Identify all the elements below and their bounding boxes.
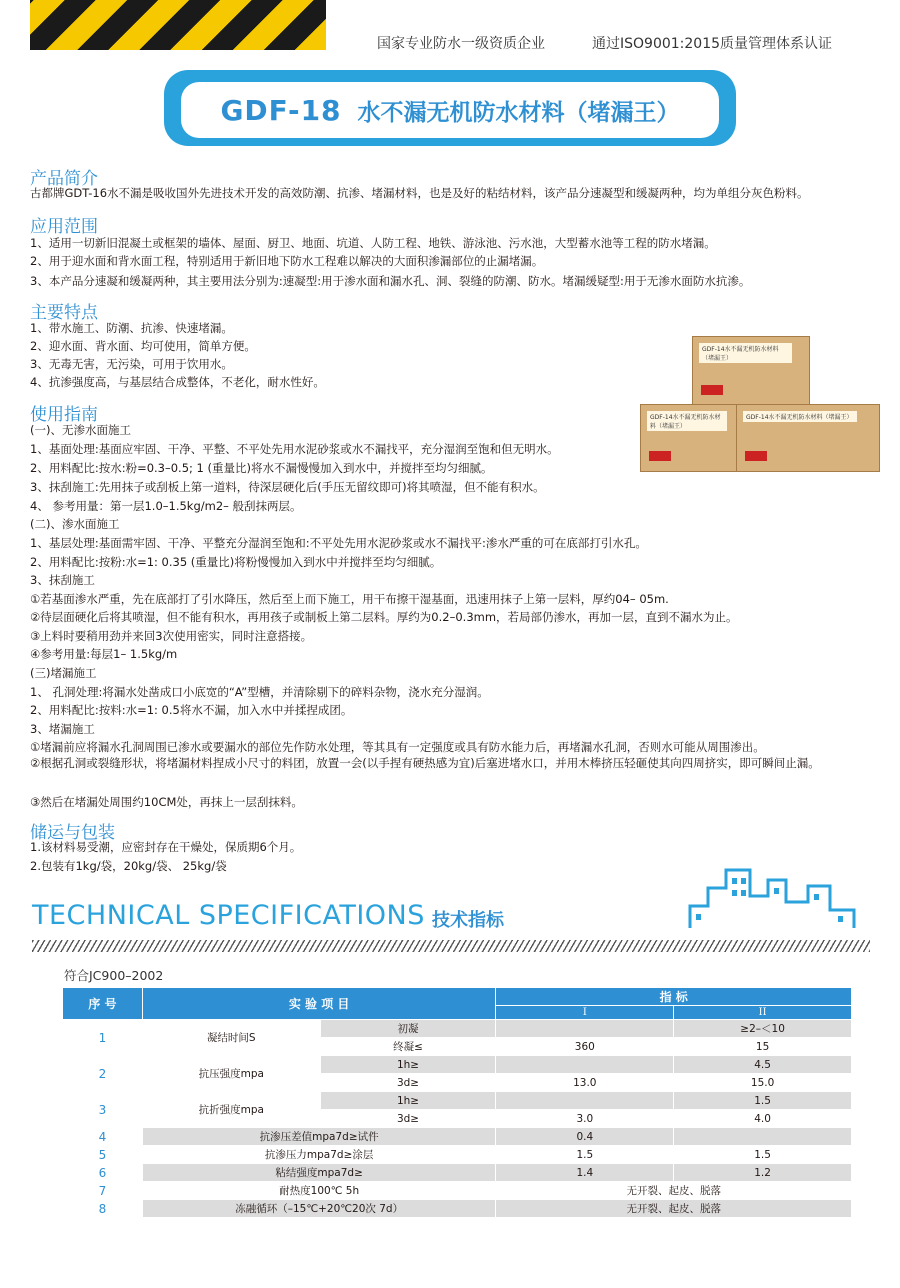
product-box — [692, 336, 810, 406]
row-merged: 无开裂、起皮、脱落 — [496, 1200, 852, 1218]
guide-line: 1、 孔洞处理:将漏水处凿成口小底宽的“A”型槽，并清除剔下的碎料杂物，浇水充分湿润。 — [30, 685, 489, 699]
guide-line: 3、抹刮施工 — [30, 573, 95, 587]
table-header-row — [63, 988, 852, 1006]
brand-logo — [701, 385, 723, 395]
row-merged: 无开裂、起皮、脱落 — [496, 1182, 852, 1200]
table-row — [63, 1020, 852, 1038]
col-ii-header: II — [674, 1006, 852, 1020]
guide-line: 2、用料配比:按水:粉=0.3–0.5; 1 (重量比)将水不漏慢慢加入到水中，并搅拌至均匀细腻。 — [30, 461, 493, 475]
storage-heading: 储运与包装 — [30, 823, 115, 843]
header-iso: 通过ISO9001:2015质量管理体系认证 — [592, 36, 833, 52]
row-i: 0.4 — [496, 1128, 674, 1146]
row-ii: ≥2–＜10 — [674, 1020, 852, 1038]
row-ii: 1.2 — [674, 1164, 852, 1182]
features-line: 3、无毒无害，无污染，可用于饮用水。 — [30, 357, 233, 371]
tech-title-en: TECHNICAL SPECIFICATIONS — [32, 900, 425, 931]
tech-title-cn: 技术指标 — [432, 910, 504, 931]
header-qualification: 国家专业防水一级资质企业 — [377, 36, 545, 52]
row-ii: 15 — [674, 1038, 852, 1056]
row-ii: 1.5 — [674, 1092, 852, 1110]
guide-line: ①堵漏前应将漏水孔洞周围已渗水或要漏水的部位先作防水处理，等其具有一定强度或具有防水能力后，再堵漏水孔洞，否则水可能从周围渗出。 — [30, 740, 765, 754]
scope-line: 3、本产品分速凝和缓凝两种，其主要用法分别为:速凝型:用于渗水面和漏水孔、洞、裂缝的防潮、防水。堵漏缓疑型:用于无渗水面防水抗渗。 — [30, 274, 751, 288]
row-no: 2 — [63, 1056, 143, 1092]
row-no: 8 — [63, 1200, 143, 1218]
standard-label: 符合JC900–2002 — [64, 968, 164, 983]
row-i: 1.5 — [496, 1146, 674, 1164]
storage-line: 2.包装有1kg/袋，20kg/袋、 25kg/袋 — [30, 859, 227, 873]
title-box — [181, 82, 719, 138]
table-row — [63, 1146, 852, 1164]
product-name: 水不漏无机防水材料（堵漏王） — [357, 98, 680, 126]
spec-table — [62, 987, 852, 1218]
guide-line: 1、基面处理:基面应牢固、干净、平整、不平处先用水泥砂浆或水不漏找平，充分湿润至饱和但无明水。 — [30, 442, 559, 456]
features-line: 2、迎水面、背水面、均可使用，简单方便。 — [30, 339, 256, 353]
guide-line: ①若基面渗水严重，先在底部打了引水降压，然后至上而下施工，用干布擦干湿基面，迅速用抹子上第一层料，厚约04– 05m. — [30, 592, 669, 606]
row-i: 13.0 — [496, 1074, 674, 1092]
row-item: 冻融循环（–15℃+20℃20次 7d） — [142, 1200, 496, 1218]
guide-line: ②根据孔洞或裂缝形状，将堵漏材料捏成小尺寸的料团，放置一会(以手捏有硬热感为宜)后塞进堵水口，并用木棒挤压轻砸使其向四周挤实，即可瞬间止漏。 — [30, 756, 820, 770]
guide-heading: 使用指南 — [30, 405, 98, 425]
row-item: 抗渗压差值mpa7d≥试件 — [142, 1128, 496, 1146]
guide-line: (三)堵漏施工 — [30, 666, 97, 680]
city-skyline-icon — [688, 866, 868, 930]
row-no: 3 — [63, 1092, 143, 1128]
row-sub: 终凝≤ — [320, 1038, 496, 1056]
guide-line: (二)、渗水面施工 — [30, 517, 120, 531]
row-ii: 4.0 — [674, 1110, 852, 1128]
row-no: 5 — [63, 1146, 143, 1164]
product-box — [736, 404, 880, 472]
row-no: 6 — [63, 1164, 143, 1182]
storage-line: 1.该材料易受潮，应密封存在干燥处，保质期6个月。 — [30, 840, 302, 854]
product-box-label: GDF-14水不漏无机防水材料（堵漏王） — [699, 343, 792, 363]
features-heading: 主要特点 — [30, 303, 98, 323]
guide-line: ③然后在堵漏处周围约10CM处，再抹上一层刮抹料。 — [30, 795, 303, 809]
brand-logo — [745, 451, 767, 461]
product-boxes-image — [640, 336, 880, 472]
row-sub: 3d≥ — [320, 1110, 496, 1128]
row-i — [496, 1020, 674, 1038]
guide-line: 2、用料配比:按粉:水=1: 0.35 (重量比)将粉慢慢加入到水中并搅拌至均匀细腻。 — [30, 555, 442, 569]
guide-line: (一)、无渗水面施工 — [30, 423, 131, 437]
row-ii — [674, 1128, 852, 1146]
hatch-divider — [32, 940, 870, 952]
scope-line: 1、适用一切新旧混凝土或框架的墙体、屋面、厨卫、地面、坑道、人防工程、地铁、游泳池、污水池，大型蓄水池等工程的防水堵漏。 — [30, 236, 716, 250]
table-row — [63, 1164, 852, 1182]
scope-line: 2、用于迎水面和背水面工程，特别适用于新旧地下防水工程难以解决的大面积渗漏部位的止漏堵漏。 — [30, 254, 544, 268]
product-box — [640, 404, 742, 472]
features-line: 4、抗渗强度高，与基层结合成整体，不老化，耐水性好。 — [30, 375, 325, 389]
row-ii: 4.5 — [674, 1056, 852, 1074]
product-code: GDF-18 — [220, 93, 342, 127]
guide-line: ③上料时要稍用劲并来回3次使用密实，同时注意搭接。 — [30, 629, 313, 643]
row-item: 凝结时间S — [142, 1020, 320, 1056]
guide-line: 2、用料配比:按料:水=1: 0.5将水不漏，加入水中并揉捏成团。 — [30, 703, 353, 717]
guide-line: 1、基层处理:基面需牢固、干净、平整充分湿润至饱和:不平处先用水泥砂浆或水不漏找平:渗水严重的可在底部打引水孔。 — [30, 536, 647, 550]
row-sub: 1h≥ — [320, 1092, 496, 1110]
row-ii: 15.0 — [674, 1074, 852, 1092]
intro-text: 古都牌GDT-16水不漏是吸收国外先进技术开发的高效防潮、抗渗、堵漏材料，也是及好的粘结材料，该产品分速凝型和缓凝两种，均为单组分灰色粉料。 — [30, 186, 809, 200]
guide-line: 3、堵漏施工 — [30, 722, 95, 736]
table-row — [63, 1128, 852, 1146]
table-row — [63, 1056, 852, 1074]
row-i: 360 — [496, 1038, 674, 1056]
guide-line: 4、 参考用量：第一层1.0–1.5kg/m2– 般刮抹两层。 — [30, 499, 302, 513]
row-no: 4 — [63, 1128, 143, 1146]
row-item: 粘结强度mpa7d≥ — [142, 1164, 496, 1182]
table-row — [63, 1182, 852, 1200]
table-row — [63, 1092, 852, 1110]
row-item: 抗折强度mpa — [142, 1092, 320, 1128]
scope-heading: 应用范围 — [30, 217, 98, 237]
row-item: 抗压强度mpa — [142, 1056, 320, 1092]
warning-stripes — [30, 0, 326, 50]
col-item-header: 实 验 项 目 — [142, 988, 496, 1020]
brand-logo — [649, 451, 671, 461]
row-no: 7 — [63, 1182, 143, 1200]
row-i — [496, 1092, 674, 1110]
col-index-header: 指 标 — [496, 988, 852, 1006]
product-box-label: GDF-14水不漏无机防水材料（堵漏王） — [743, 411, 857, 422]
row-item: 耐热度100℃ 5h — [142, 1182, 496, 1200]
features-line: 1、带水施工、防潮、抗渗、快速堵漏。 — [30, 321, 233, 335]
row-i: 3.0 — [496, 1110, 674, 1128]
row-ii: 1.5 — [674, 1146, 852, 1164]
row-sub: 1h≥ — [320, 1056, 496, 1074]
col-no-header: 序 号 — [63, 988, 143, 1020]
intro-heading: 产品简介 — [30, 169, 98, 189]
col-i-header: I — [496, 1006, 674, 1020]
guide-line: 3、抹刮施工:先用抹子或刮板上第一道料，待深层硬化后(手压无留纹即可)将其喷湿，但不能有积水。 — [30, 480, 545, 494]
row-no: 1 — [63, 1020, 143, 1056]
row-item: 抗渗压力mpa7d≥涂层 — [142, 1146, 496, 1164]
table-row — [63, 1200, 852, 1218]
row-sub: 3d≥ — [320, 1074, 496, 1092]
row-sub: 初凝 — [320, 1020, 496, 1038]
guide-line: ④参考用量:每层1– 1.5kg/m — [30, 647, 178, 661]
row-i: 1.4 — [496, 1164, 674, 1182]
guide-line: ②待层面硬化后将其喷湿，但不能有积水，再用孩子或制板上第二层料。厚约为0.2–0.3mm，若局部仍渗水，再加一层，直到不漏水为止。 — [30, 610, 738, 624]
product-box-label: GDF-14水不漏无机防水材料（堵漏王） — [647, 411, 727, 431]
row-i — [496, 1056, 674, 1074]
